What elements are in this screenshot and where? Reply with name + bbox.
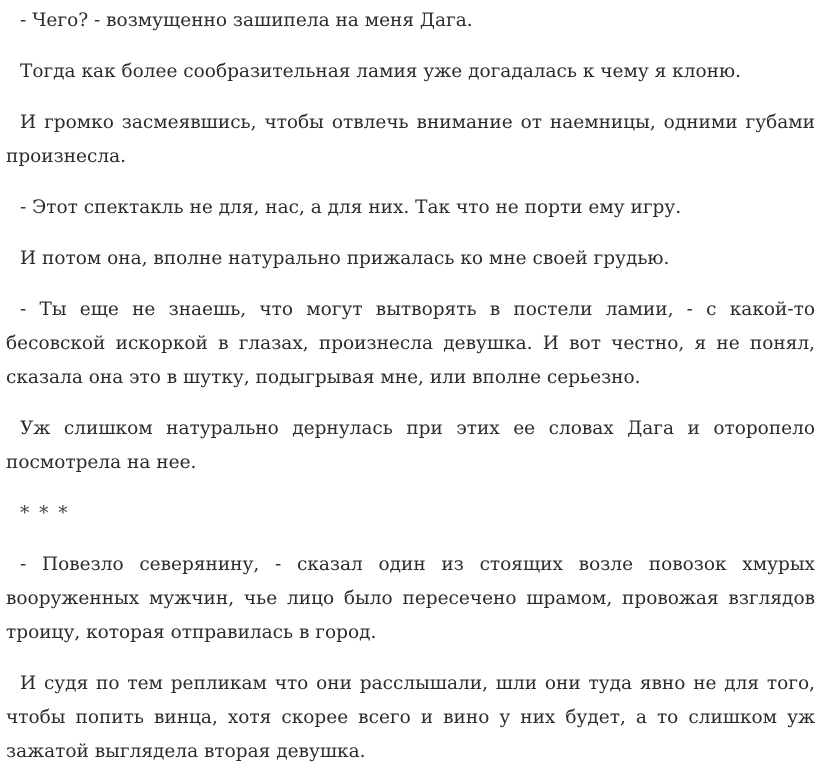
paragraph: И судя по тем репликам что они расслышали, шли они туда явно не для того, чтобы попить винца, хотя скорее всего и вино у них будет, а то слишком уж зажатой выглядела вторая девушка. [6, 673, 815, 762]
scene-break: * * * [20, 503, 70, 524]
paragraph: Уж слишком натурально дернулась при этих ее словах Дага и оторопело посмотрела на нее. [6, 418, 815, 473]
paragraph: - Чего? - возмущенно зашипела на меня Дага. [20, 10, 473, 31]
paragraph: - Этот спектакль не для, нас, а для них. Так что не порти ему игру. [20, 197, 682, 218]
paragraph: Тогда как более сообразительная ламия уже догадалась к чему я клоню. [20, 61, 741, 82]
paragraph: И потом она, вполне натурально прижалась ко мне своей грудью. [20, 248, 670, 269]
paragraph: И громко засмеявшись, чтобы отвлечь внимание от наемницы, одними губами произнесла. [6, 112, 815, 167]
paragraph: - Повезло северянину, - сказал один из стоящих возле повозок хмурых вооруженных мужчин, чье лицо было пересечено шрамом, провожая взглядов троицу, которая отправилась в город. [6, 554, 815, 643]
paragraph: - Ты еще не знаешь, что могут вытворять в постели ламии, - с какой-то бесовской искоркой в глазах, произнесла девушка. И вот честно, я не понял, сказала она это в шутку, подыгрывая мне, или вполне серьезно. [6, 299, 815, 388]
